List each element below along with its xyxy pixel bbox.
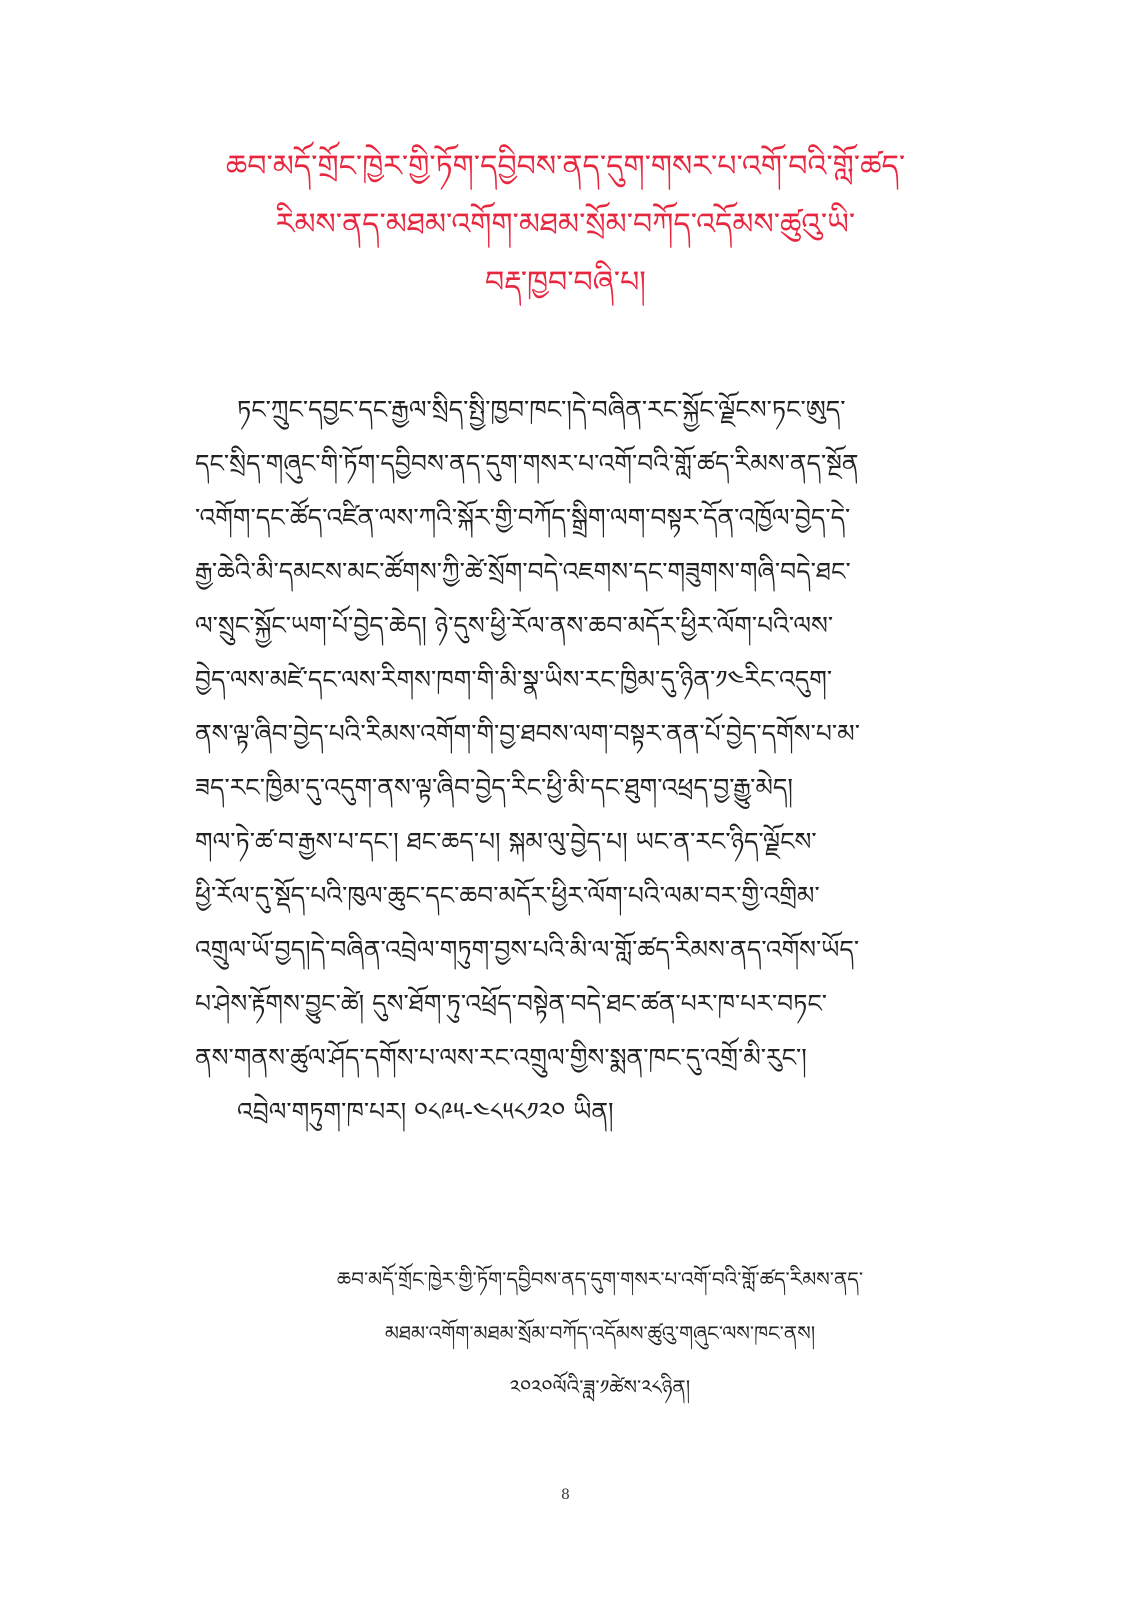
body-line: ནས་ལྟ་ཞིབ་བྱེད་པའི་རིམས་འགོག་གི་བྱ་ཐབས་ལག་བསྟར་ནན་པོ་བྱེད་དགོས་པ་མ་	[195, 719, 860, 748]
body-line: གལ་ཏེ་ཚ་བ་རྒྱས་པ་དང་། ཐང་ཆད་པ། སྐམ་ལུ་བྱེད་པ། ཡང་ན་རང་ཉིད་ལྗོངས་	[195, 827, 817, 856]
body-line: ་འགོག་དང་ཚོད་འཛིན་ལས་ཀའི་སྐོར་གྱི་བཀོད་སྒྲིག་ལག་བསྟར་དོན་འཁྱོལ་བྱེད་དེ་	[195, 503, 851, 532]
body-line: རྒྱ་ཆེའི་མི་དམངས་མང་ཚོགས་ཀྱི་ཚེ་སྲོག་བདེ་འཇགས་དང་གཟུགས་གཞི་བདེ་ཐང་	[195, 557, 851, 586]
body-line: ནས་གནས་ཚུལ་ཤོད་དགོས་པ་ལས་རང་འགྲུལ་གྱིས་སྨན་ཁང་དུ་འགྲོ་མི་རུང་།	[195, 1043, 807, 1072]
page-number: 8	[561, 1487, 570, 1503]
body-line: འགྲུལ་ཡོ་བྱད།དེ་བཞིན་འབྲེལ་གཏུག་བྱས་པའི་མི་ལ་གློ་ཚད་རིམས་ནད་འགོས་ཡོད་	[195, 935, 860, 964]
notice-body	[195, 383, 975, 1139]
issue-date: ༢༠༢༠ལོའི་ཟླ་༡ཚེས་༢༨ཉིན།	[509, 1375, 691, 1399]
body-line: ཕྱི་རོལ་དུ་སྡོད་པའི་ཁུལ་ཆུང་དང་ཆབ་མདོར་ཕྱིར་ལོག་པའི་ལམ་བར་གྱི་འགྲིམ་	[195, 881, 820, 910]
body-line: པ་ཤེས་རྟོགས་བྱུང་ཚེ། དུས་ཐོག་ཏུ་འཕྲོད་བསྟེན་བདེ་ཐང་ཚན་པར་ཁ་པར་བཏང་	[195, 989, 828, 1018]
issuer-line: མཐམ་འགོག་མཐམ་སྲོམ་བཀོད་འདོམས་ཚུའུ་གཞུང་ལས་ཁང་ནས།	[384, 1321, 816, 1345]
issuer-line: ཆབ་མདོ་གྲོང་ཁྱེར་གྱི་ཏོག་དབྱིབས་ནད་དུག་གསར་པ་འགོ་བའི་གློ་ཚད་རིམས་ནད་	[336, 1267, 864, 1291]
body-line: ལ་སྲུང་སྐྱོང་ཡག་པོ་བྱེད་ཆེད། ཉེ་དུས་ཕྱི་རོལ་ནས་ཆབ་མདོར་ཕྱིར་ལོག་པའི་ལས་	[195, 611, 834, 640]
title-line: རིམས་ནད་མཐམ་འགོག་མཐམ་སྲོམ་བཀོད་འདོམས་ཚུའུ་ཡི་	[275, 207, 856, 242]
body-line: བྱེད་ལས་མཛེ་དང་ལས་རིགས་ཁག་གི་མི་སྣ་ཡིས་རང་ཁྱིམ་དུ་ཉིན་༡༤རིང་འདུག་	[195, 665, 833, 694]
body-line: དང་སྲིད་གཞུང་གི་ཏོག་དབྱིབས་ནད་དུག་གསར་པ་འགོ་བའི་གློ་ཚད་རིམས་ནད་སྔོན	[195, 449, 859, 478]
title-line: ཆབ་མདོ་གྲོང་ཁྱེར་གྱི་ཏོག་དབྱིབས་ནད་དུག་གསར་པ་འགོ་བའི་གློ་ཚད་	[225, 149, 906, 184]
signature-block	[300, 1252, 900, 1414]
body-line: ཟད་རང་ཁྱིམ་དུ་འདུག་ནས་ལྟ་ཞིབ་བྱེད་རིང་ཕྱི་མི་དང་ཐུག་འཕྲད་བྱ་རྒྱུ་མེད།	[195, 773, 793, 802]
title-line: བརྡ་ཁྱབ་བཞི་པ།	[485, 265, 646, 300]
body-line: ཏང་ཀྲུང་དབྱང་དང་རྒྱལ་སྲིད་སྤྱི་ཁྱབ་ཁང་།དེ་བཞིན་རང་སྐྱོང་ལྗོངས་ཏང་ཨུད་	[237, 395, 846, 424]
notice-title	[150, 138, 981, 312]
contact-phone-line: འབྲེལ་གཏུག་ཁ་པར། ༠༨༩༥-༤༨༥༨༡༢༠ ཡིན།	[237, 1097, 614, 1126]
